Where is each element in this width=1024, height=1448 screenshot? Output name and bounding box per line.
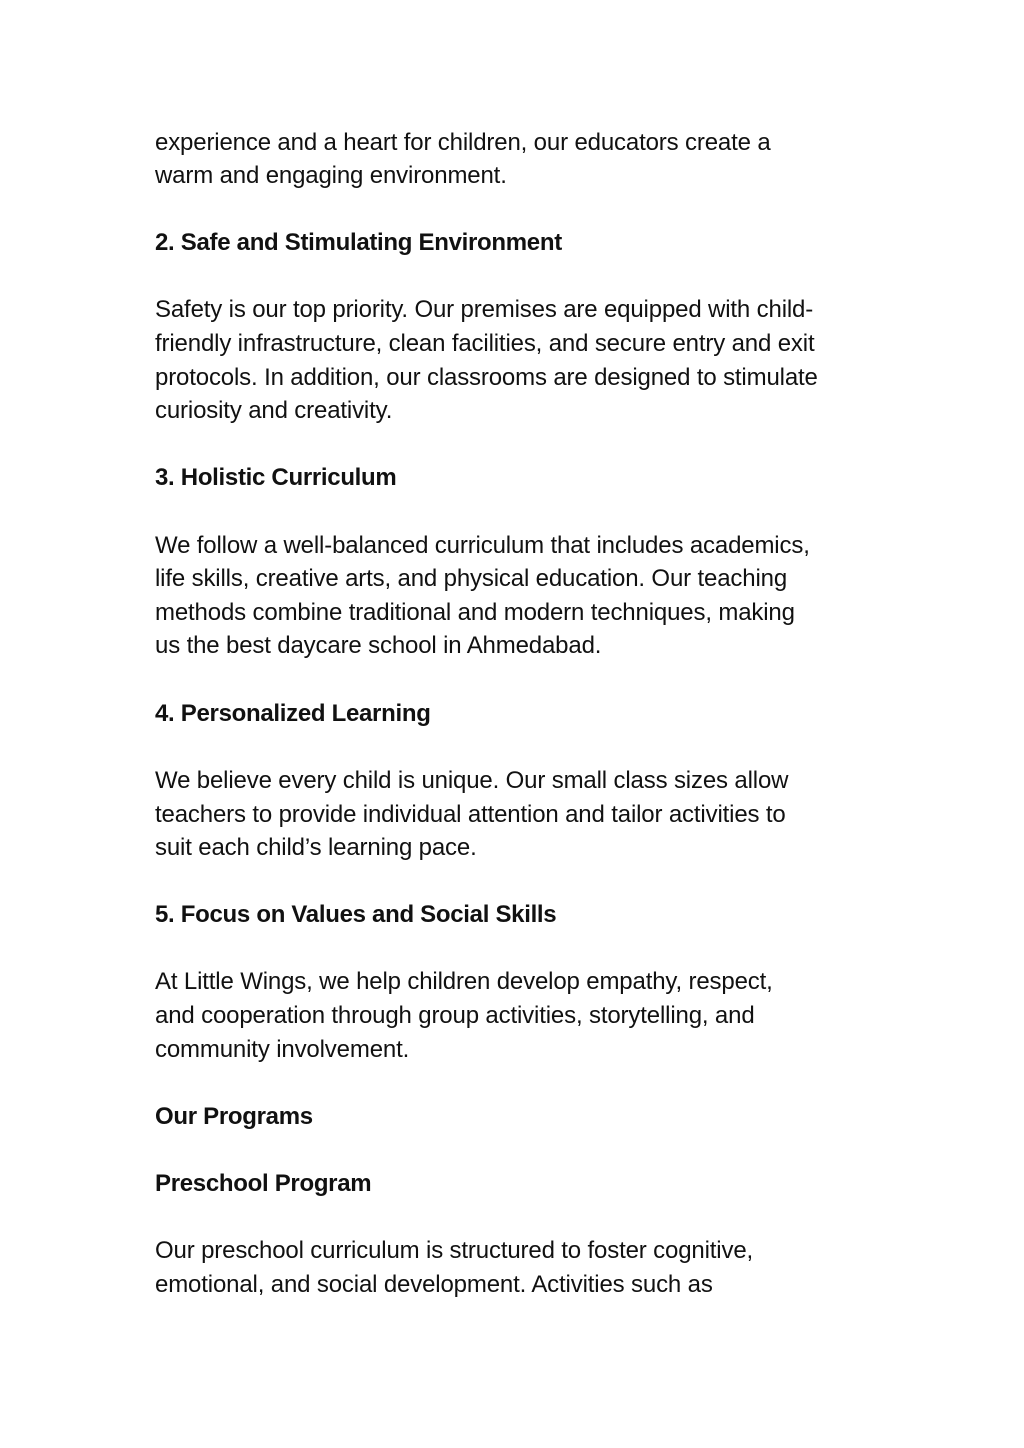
intro-line-1: experience and a heart for children, our educators create a: [155, 129, 771, 156]
section-3-heading: 3. Holistic Curriculum: [155, 464, 397, 491]
section-2-line-4: curiosity and creativity.: [155, 397, 393, 424]
section-5-line-1: At Little Wings, we help children develop empathy, respect,: [155, 968, 773, 995]
section-4-line-1: We believe every child is unique. Our small class sizes allow: [155, 767, 789, 794]
section-3-line-4: us the best daycare school in Ahmedabad.: [155, 632, 602, 659]
section-5-line-3: community involvement.: [155, 1036, 410, 1063]
section-4-line-2: teachers to provide individual attention and tailor activities to: [155, 801, 786, 828]
section-2-line-3: protocols. In addition, our classrooms are designed to stimulate: [155, 364, 818, 391]
document-page: [155, 0, 895, 1448]
section-5-line-2: and cooperation through group activities, storytelling, and: [155, 1002, 755, 1029]
section-2-heading: 2. Safe and Stimulating Environment: [155, 229, 562, 256]
section-2-line-2: friendly infrastructure, clean facilities, and secure entry and exit: [155, 330, 815, 357]
our-programs-heading: Our Programs: [155, 1103, 313, 1130]
section-3-line-2: life skills, creative arts, and physical education. Our teaching: [155, 565, 788, 592]
section-5-heading: 5. Focus on Values and Social Skills: [155, 901, 557, 928]
section-4-heading: 4. Personalized Learning: [155, 700, 431, 727]
preschool-program-heading: Preschool Program: [155, 1170, 372, 1197]
section-4-line-3: suit each child’s learning pace.: [155, 834, 477, 861]
preschool-line-1: Our preschool curriculum is structured to foster cognitive,: [155, 1237, 754, 1264]
section-3-line-3: methods combine traditional and modern techniques, making: [155, 599, 795, 626]
section-2-line-1: Safety is our top priority. Our premises are equipped with child-: [155, 296, 814, 323]
intro-line-2: warm and engaging environment.: [155, 162, 507, 189]
section-3-line-1: We follow a well-balanced curriculum that includes academics,: [155, 532, 810, 559]
preschool-line-2: emotional, and social development. Activities such as: [155, 1271, 713, 1298]
